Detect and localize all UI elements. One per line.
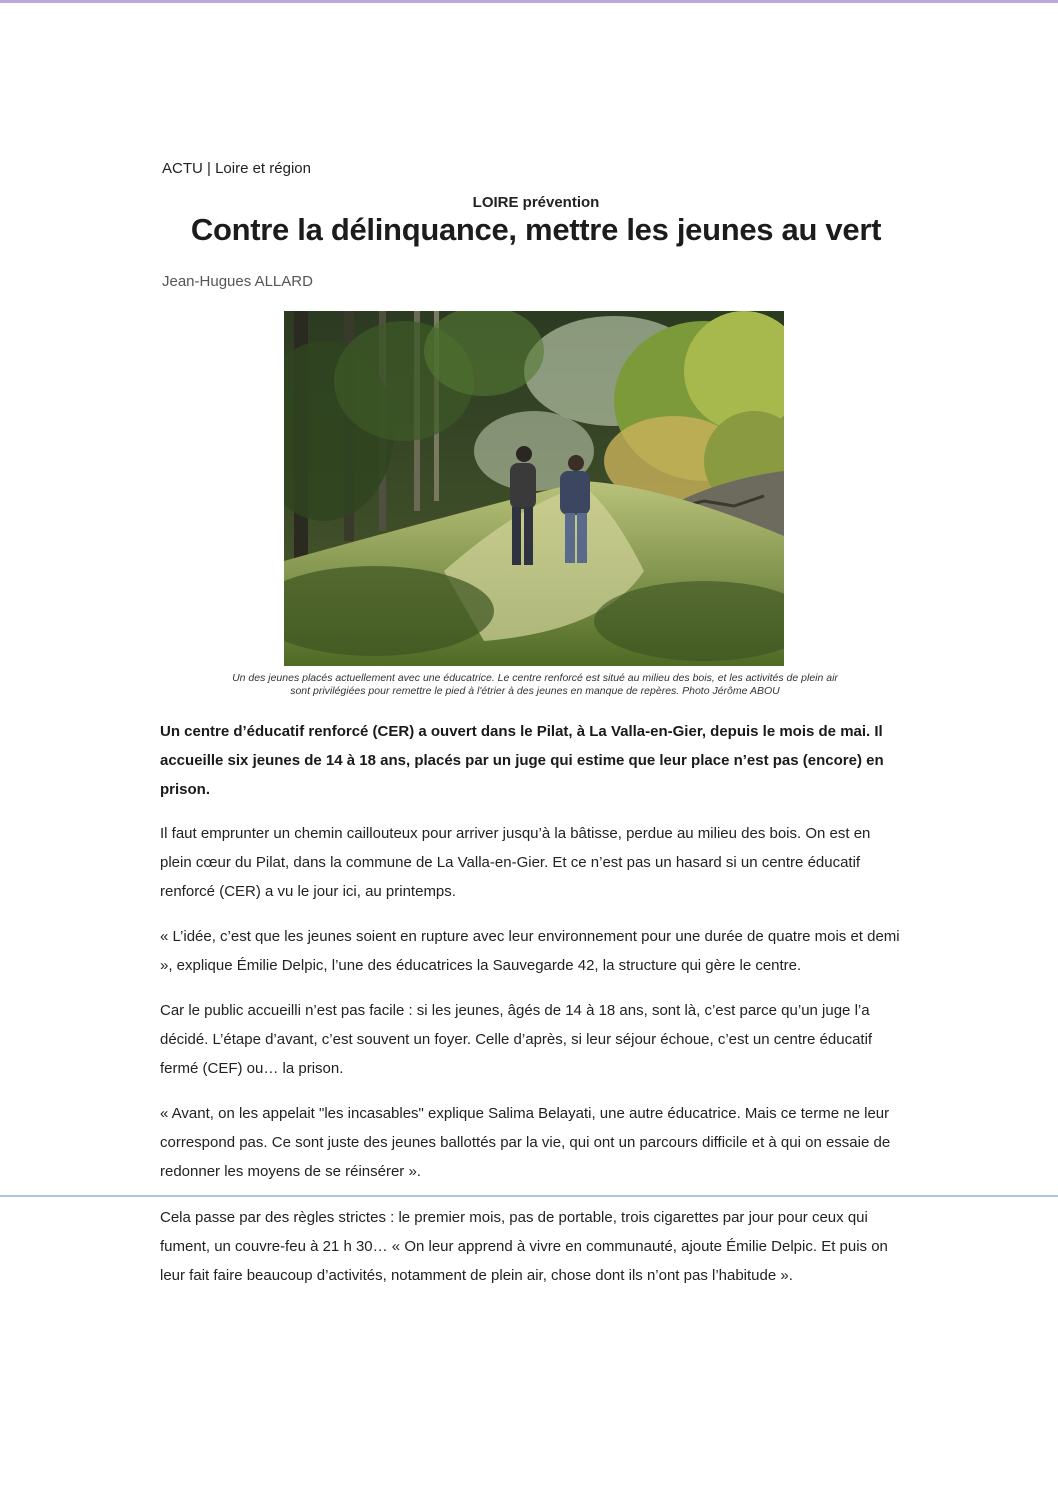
article-paragraph: « L’idée, c’est que les jeunes soient en rupture avec leur environnement pour une durée de quatre mois et demi », explique Émilie Delpic, l’une des éducatrices la Sauvegarde 42, la structure qui gère le centre. [160,928,900,974]
article-paragraph: Cela passe par des règles strictes : le premier mois, pas de portable, trois cigarettes par jour pour ceux qui fument, un couvre-feu à 21 h 30… « On leur apprend à vivre en communauté, ajoute Émilie Delpic. Et puis on leur fait faire beaucoup d’activités, notamment de plein air, chose dont ils n’ont pas l’habitude ». [160,1209,888,1284]
photo-caption [150,672,920,698]
scan-top-edge [0,0,1058,3]
article-paragraph: Car le public accueilli n’est pas facile : si les jeunes, âgés de 14 à 18 ans, sont là, c’est parce qu’un juge l’a décidé. L’étape d’avant, c’est souvent un foyer. Celle d’après, si leur séjour échoue, c’est un centre éducatif fermé (CEF) ou… la prison. [160,1002,873,1077]
photo-caption-line-1: Un des jeunes placés actuellement avec une éducatrice. Le centre renforcé est situé au milieu des bois, et les activités de plein air [232,672,838,684]
article-paragraph: « Avant, on les appelait "les incasables" explique Salima Belayati, une autre éducatrice. Mais ce terme ne leur correspond pas. Ce sont juste des jeunes ballottés par la vie, qui ont un parcours difficile et à qui on essaie de redonner les moyens de se réinsérer ». [160,1105,891,1180]
article-photo [284,311,784,666]
article-kicker: LOIRE prévention [472,194,600,211]
article-lede: Un centre d’éducatif renforcé (CER) a ouvert dans le Pilat, à La Valla-en-Gier, depuis le mois de mai. Il accueille six jeunes de 14 à 18 ans, placés par un juge qui estime que leur place n’est pas (encore) en prison. [160,723,884,798]
article-headline: Contre la délinquance, mettre les jeunes au vert [190,212,882,247]
section-label: ACTU | Loire et région [162,160,311,177]
page-break-divider [0,1195,1058,1197]
article-byline: Jean-Hugues ALLARD [162,273,313,290]
photo-caption-line-2: sont privilégiées pour remettre le pied à l'étrier à des jeunes en manque de repères. Photo Jérôme ABOU [290,685,780,697]
article-paragraph: Il faut emprunter un chemin caillouteux pour arriver jusqu’à la bâtisse, perdue au milieu des bois. On est en plein cœur du Pilat, dans la commune de La Valla-en-Gier. Et ce n’est pas un hasard si un centre éducatif renforcé (CER) a vu le jour ici, au printemps. [160,825,871,900]
